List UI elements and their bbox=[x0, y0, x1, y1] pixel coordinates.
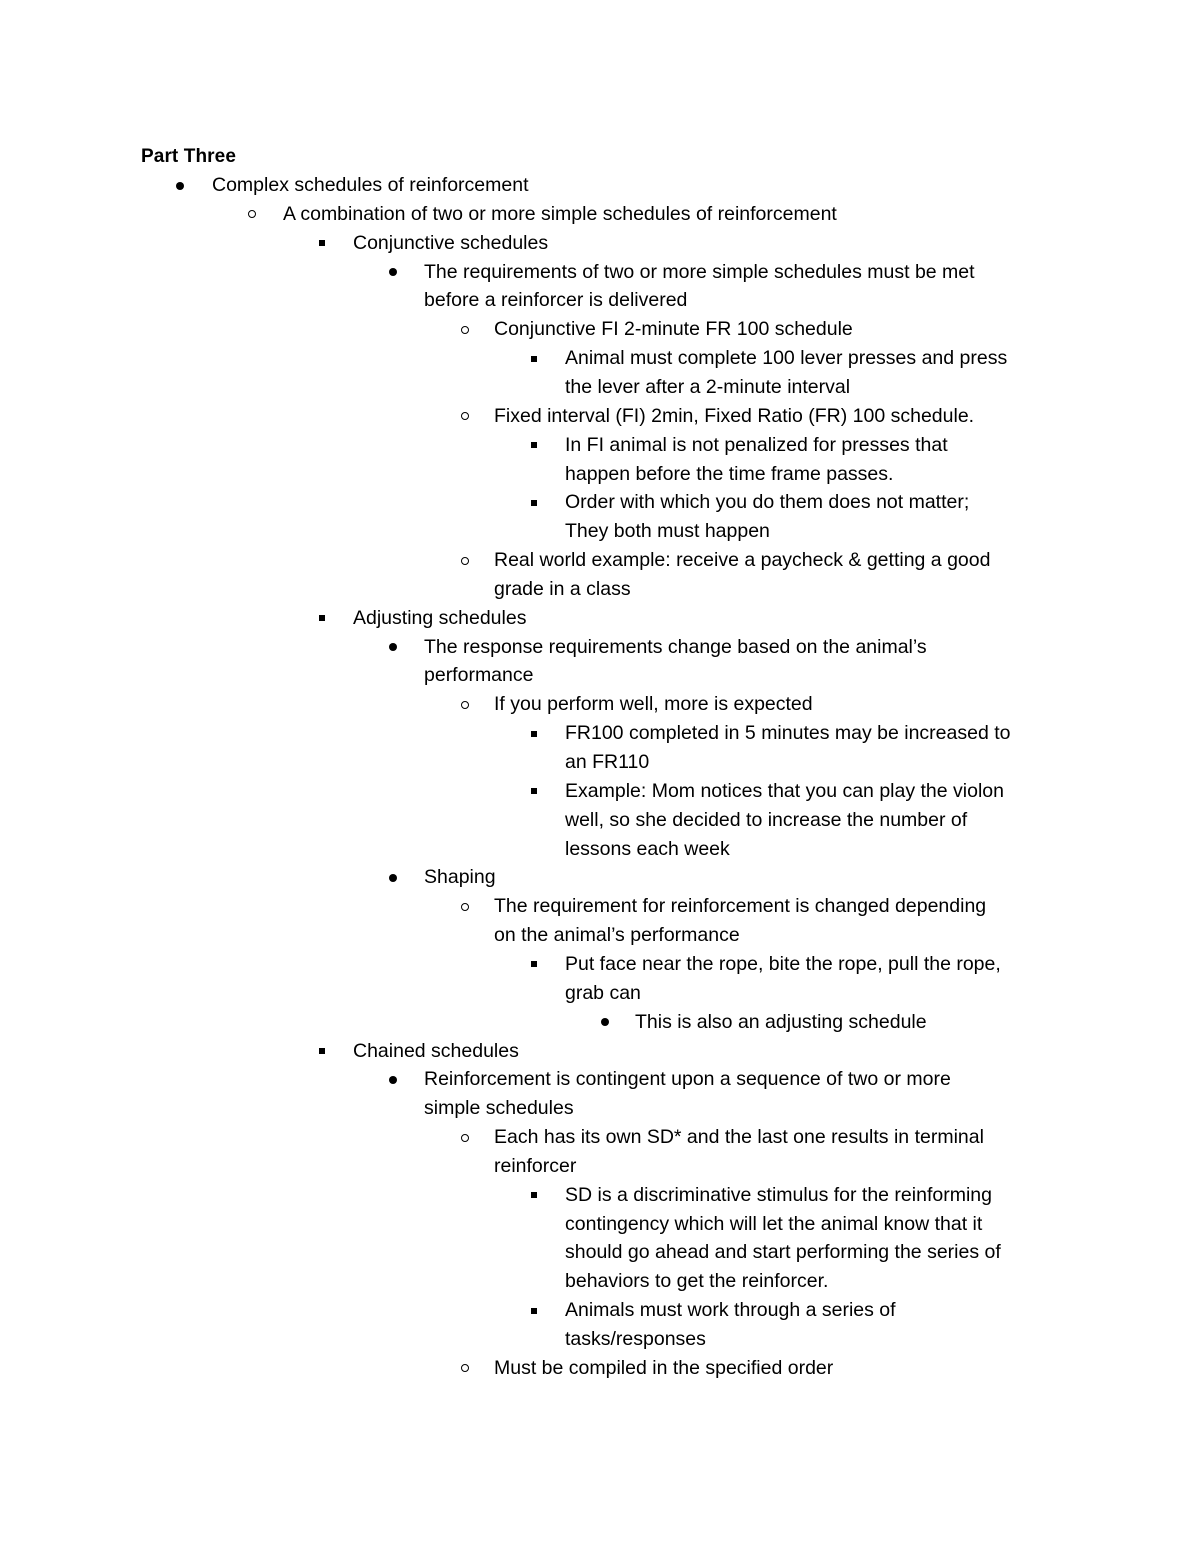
outline-line: on the animal’s performance bbox=[494, 924, 740, 947]
bullet-square-icon bbox=[531, 961, 537, 967]
outline-line: contingency which will let the animal know that it bbox=[565, 1212, 983, 1235]
outline-line: The response requirements change based on the animal’s bbox=[424, 635, 927, 658]
bullet-square-icon bbox=[531, 1308, 537, 1314]
bullet-disc-icon bbox=[389, 874, 397, 882]
bullet-square-icon bbox=[531, 500, 537, 506]
outline-line: Animals must work through a series of bbox=[565, 1299, 896, 1322]
outline-line: lessons each week bbox=[565, 837, 730, 860]
outline-line: Chained schedules bbox=[353, 1039, 519, 1062]
outline-line: Must be compiled in the specified order bbox=[494, 1356, 834, 1379]
outline-line: Shaping bbox=[424, 866, 496, 889]
outline-line: They both must happen bbox=[565, 520, 770, 543]
bullet-square-icon bbox=[531, 731, 537, 737]
bullet-square-icon bbox=[319, 240, 325, 246]
bullet-circle-icon bbox=[461, 412, 469, 420]
bullet-circle-icon bbox=[461, 557, 469, 565]
bullet-square-icon bbox=[531, 442, 537, 448]
outline-line: Conjunctive FI 2-minute FR 100 schedule bbox=[494, 318, 853, 341]
outline-line: behaviors to get the reinforcer. bbox=[565, 1270, 829, 1293]
bullet-circle-icon bbox=[461, 1364, 469, 1372]
bullet-disc-icon bbox=[176, 182, 184, 190]
bullet-square-icon bbox=[531, 788, 537, 794]
outline-line: SD is a discriminative stimulus for the reinforming bbox=[565, 1183, 992, 1206]
outline-line: reinforcer bbox=[494, 1154, 577, 1177]
outline-line: A combination of two or more simple schedules of reinforcement bbox=[283, 202, 837, 225]
outline-line: simple schedules bbox=[424, 1097, 574, 1120]
outline-line: Reinforcement is contingent upon a sequence of two or more bbox=[424, 1068, 951, 1091]
outline-line: before a reinforcer is delivered bbox=[424, 289, 688, 312]
outline-line: The requirement for reinforcement is changed depending bbox=[494, 895, 987, 918]
outline-line: the lever after a 2-minute interval bbox=[565, 375, 851, 398]
outline-line: Put face near the rope, bite the rope, pull the rope, bbox=[565, 952, 1001, 975]
outline-line: happen before the time frame passes. bbox=[565, 462, 894, 485]
outline-line: Complex schedules of reinforcement bbox=[212, 174, 529, 196]
outline-line: The requirements of two or more simple schedules must be met bbox=[424, 260, 975, 283]
outline-line: In FI animal is not penalized for presses that bbox=[565, 433, 948, 456]
bullet-disc-icon bbox=[389, 1076, 397, 1084]
outline-line: performance bbox=[424, 664, 534, 687]
bullet-circle-icon bbox=[461, 1134, 469, 1142]
outline-line: tasks/responses bbox=[565, 1328, 706, 1350]
outline-line: an FR110 bbox=[565, 751, 650, 773]
bullet-disc-icon bbox=[601, 1018, 609, 1026]
bullet-circle-icon bbox=[248, 210, 256, 218]
bullet-disc-icon bbox=[389, 268, 397, 276]
bullet-circle-icon bbox=[461, 701, 469, 709]
outline-line: FR100 completed in 5 minutes may be increased to bbox=[565, 722, 1011, 745]
outline-line: grab can bbox=[565, 981, 641, 1004]
bullet-square-icon bbox=[319, 1048, 325, 1054]
bullet-disc-icon bbox=[389, 643, 397, 651]
outline-line: Real world example: receive a paycheck & getting a good bbox=[494, 549, 991, 572]
outline-line: well, so she decided to increase the number of bbox=[565, 808, 968, 831]
outline-line: Each has its own SD* and the last one results in terminal bbox=[494, 1126, 984, 1149]
outline-line: Order with which you do them does not matter; bbox=[565, 491, 970, 514]
outline-line: Animal must complete 100 lever presses and press bbox=[565, 347, 1008, 370]
outline-line: should go ahead and start performing the series of bbox=[565, 1241, 1001, 1264]
bullet-circle-icon bbox=[461, 903, 469, 911]
outline-line: Adjusting schedules bbox=[353, 606, 527, 629]
bullet-square-icon bbox=[531, 356, 537, 362]
outline-line: Example: Mom notices that you can play the violon bbox=[565, 779, 1004, 802]
outline-line: grade in a class bbox=[494, 577, 631, 600]
outline-line: This is also an adjusting schedule bbox=[635, 1010, 927, 1033]
bullet-square-icon bbox=[319, 615, 325, 621]
outline-line: Fixed interval (FI) 2min, Fixed Ratio (FR) 100 schedule. bbox=[494, 404, 975, 427]
section-heading: Part Three bbox=[141, 146, 236, 167]
bullet-circle-icon bbox=[461, 326, 469, 334]
bullet-square-icon bbox=[531, 1192, 537, 1198]
outline-line: Conjunctive schedules bbox=[353, 231, 549, 254]
outline-line: If you perform well, more is expected bbox=[494, 693, 813, 716]
